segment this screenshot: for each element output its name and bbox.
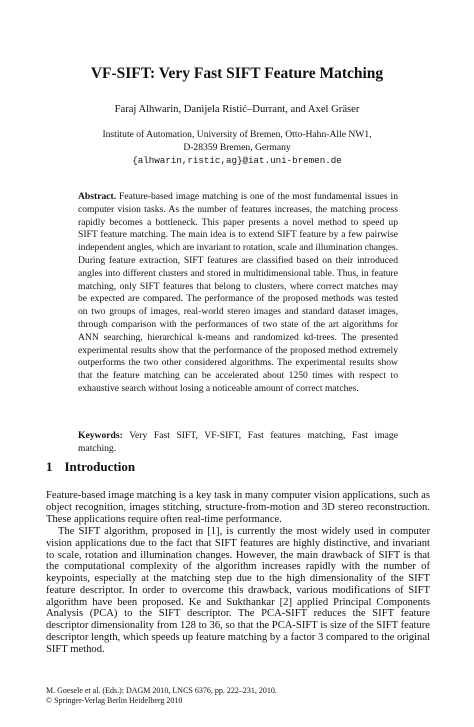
abstract-text: Feature-based image matching is one of the most fundamental issues in computer vision tasks. As the number of features increases, the matching process rapidly becomes a bottleneck. This paper presents a novel method to speed up SIFT feature matching. The main idea is to extend SIFT feature by a few pairwise independent angles, which are invariant to rotation, scale and illumination changes. During feature extraction, SIFT features are classified based on their introduced angles into different clusters and stored in multidimensional table. Thus, in feature matching, only SIFT features that belong to clusters, where correct matches may be expected are compared. The performance of the proposed methods was tested on two groups of images, real-world stereo images and standard dataset images, through comparison with the performances of two state of the art algorithms for ANN searching, hierarchical k-means and randomized kd-trees. The presented experimental results show that the performance of the proposed method extremely outperforms the two other considered algorithms. The experimental results show that the feature matching can be accelerated about 1250 times with respect to exhaustive search without losing a noticeable amount of correct matches. xyxy=(78,191,399,394)
author-list: Faraj Alhwarin, Danijela Ristić–Durrant, and Axel Gräser xyxy=(114,104,360,115)
affiliation-block xyxy=(0,129,474,167)
footer-citation xyxy=(46,686,277,707)
affiliation-email: {alhwarin,ristic,ag}@iat.uni-bremen.de xyxy=(132,154,342,166)
section-heading-introduction xyxy=(46,459,135,475)
section-title: Introduction xyxy=(64,459,136,474)
keywords-label: Keywords: xyxy=(78,430,123,441)
keywords xyxy=(78,430,398,456)
paper-title: VF-SIFT: Very Fast SIFT Feature Matching xyxy=(90,65,384,82)
footer-proceedings: M. Goesele et al. (Eds.): DAGM 2010, LNCS 6376, pp. 222–231, 2010. xyxy=(46,686,277,695)
footer-copyright: © Springer-Verlag Berlin Heidelberg 2010 xyxy=(46,696,183,706)
abstract-label: Abstract. xyxy=(78,191,117,202)
affiliation-institute: Institute of Automation, University of Bremen, Otto-Hahn-Alle NW1, xyxy=(102,129,372,140)
abstract xyxy=(78,191,398,396)
section-number: 1 xyxy=(46,459,53,474)
keywords-text: Very Fast SIFT, VF-SIFT, Fast features matching, Fast image matching. xyxy=(78,430,398,454)
intro-paragraph-2: The SIFT algorithm, proposed in [1], is currently the most widely used in computer vision applications due to the fact that SIFT features are highly distinctive, and invariant to scale, rotation and illumination changes. However, the main drawback of SIFT is that the computational complexity of the algorithm increases rapidly with the number of keypoints, especially at the matching step due to the high dimensionality of the SIFT feature descriptor. In order to overcome this drawback, various modifications of SIFT algorithm have been proposed. Ke and Sukthankar [2] applied Principal Components Analysis (PCA) to the SIFT descriptor. The PCA-SIFT reduces the SIFT feature descriptor dimensionality from 128 to 36, so that the PCA-SIFT is size of the SIFT feature descriptor length, which speeds up feature matching by a factor 3 compared to the original SIFT method. xyxy=(46,526,430,655)
affiliation-address: D-28359 Bremen, Germany xyxy=(183,141,291,153)
intro-paragraph-1: Feature-based image matching is a key task in many computer vision applications, such as object recognition, images stitching, structure-from-motion and 3D stereo reconstruction. These applications require often real-time performance. xyxy=(46,490,430,525)
